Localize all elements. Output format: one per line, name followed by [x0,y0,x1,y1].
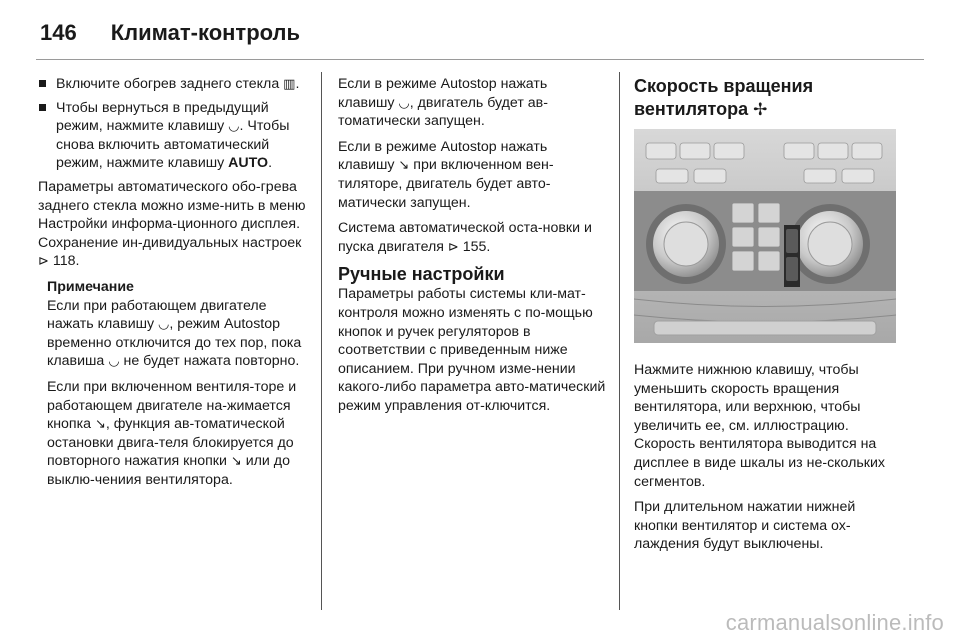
bullet-rear-defrost: Включите обогрев заднего стекла ▥. [38,75,306,94]
note-block [38,278,306,490]
paragraph-settings: Параметры автоматического обо-грева заднего стекла можно изме-нить в меню Настройки информа-ционного дисплея. Сохранение ин-дивидуальных настроек ⊳ 118. [38,178,306,270]
windshield-defrost-icon: ◡ [398,94,410,110]
page-reference-arrow-icon: ⊳ [38,253,49,269]
section-heading-fan-speed: Скорость вращения вентилятора ✢ [634,76,814,119]
air-distribution-icon: ↘ [230,453,242,469]
fan-icon: ✢ [753,100,768,119]
air-distribution-icon: ↘ [94,416,106,432]
note-title: Примечание [47,278,134,295]
bullet-return-mode: Чтобы вернуться в предыдущий режим, нажмите клавишу ◡. Чтобы снова включить автоматический режим, нажмите клавишу AUTO. [38,99,306,173]
page-title: Климат-контроль [110,20,301,45]
watermark: carmanualsonline.info [725,610,944,635]
column-1 [38,75,306,496]
column-3 [634,75,902,561]
paragraph-autostop-2: Если в режиме Autostop нажать клавишу ↘ при включенном вен-тиляторе, двигатель будет авто-матически запущен. [338,138,554,211]
note-paragraph-1: Если при работающем двигателе нажать клавишу ◡, режим Autostop временно отключится до тех пор, пока клавиша ◡ не будет нажата повторно. [47,297,302,370]
paragraph-fan-speed: Нажмите нижнюю клавишу, чтобы уменьшить скорость вращения вентилятора, или верхнюю, чтобы увеличить ее, см. иллюстрацию. Скорость вентилятора выводится на дисплее в виде шкалы из не-скольких сегментов. [634,362,885,490]
paragraph-manual: Параметры работы системы кли-мат-контроля можно изменять с по-мощью кнопок и ручек регуляторов в соответствии с приведенным ниже описанием. При ручном изме-нении какого-либо параметра авто-матический режим управления от-ключится. [338,286,606,414]
column-divider-2 [619,72,620,610]
air-distribution-icon: ↘ [398,157,410,173]
page-number: 146 [40,20,77,45]
column-divider-1 [321,72,322,610]
auto-key-label: AUTO [228,155,269,172]
windshield-defrost-icon: ◡ [228,118,240,134]
page-header [40,16,300,50]
section-heading-manual: Ручные настройки [338,264,505,285]
page-reference-arrow-icon: ⊳ [447,238,459,254]
rear-window-heater-icon: ▥ [283,76,296,91]
column-2 [338,75,606,423]
climate-panel-illustration [634,129,896,343]
header-rule [36,59,924,60]
paragraph-autostop-1: Если в режиме Autostop нажать клавишу ◡, двигатель будет ав-томатически запущен. [338,76,548,130]
paragraph-fan-off: При длительном нажатии нижней кнопки вентилятор и система ох-лаждения будут выключены. [634,499,856,553]
note-paragraph-2: Если при включенном вентиля-торе и работающем двигателе на-жимается кнопка ↘, функция ав-томатической остановки двига-теля блокируется до повторного нажатия кнопки ↘ или до выклю-чениия вентилятора. [47,378,297,488]
paragraph-autostop-ref: Система автоматической оста-новки и пуска двигателя ⊳ 155. [338,220,592,255]
windshield-defrost-icon: ◡ [108,353,120,369]
windshield-defrost-icon: ◡ [158,316,170,332]
